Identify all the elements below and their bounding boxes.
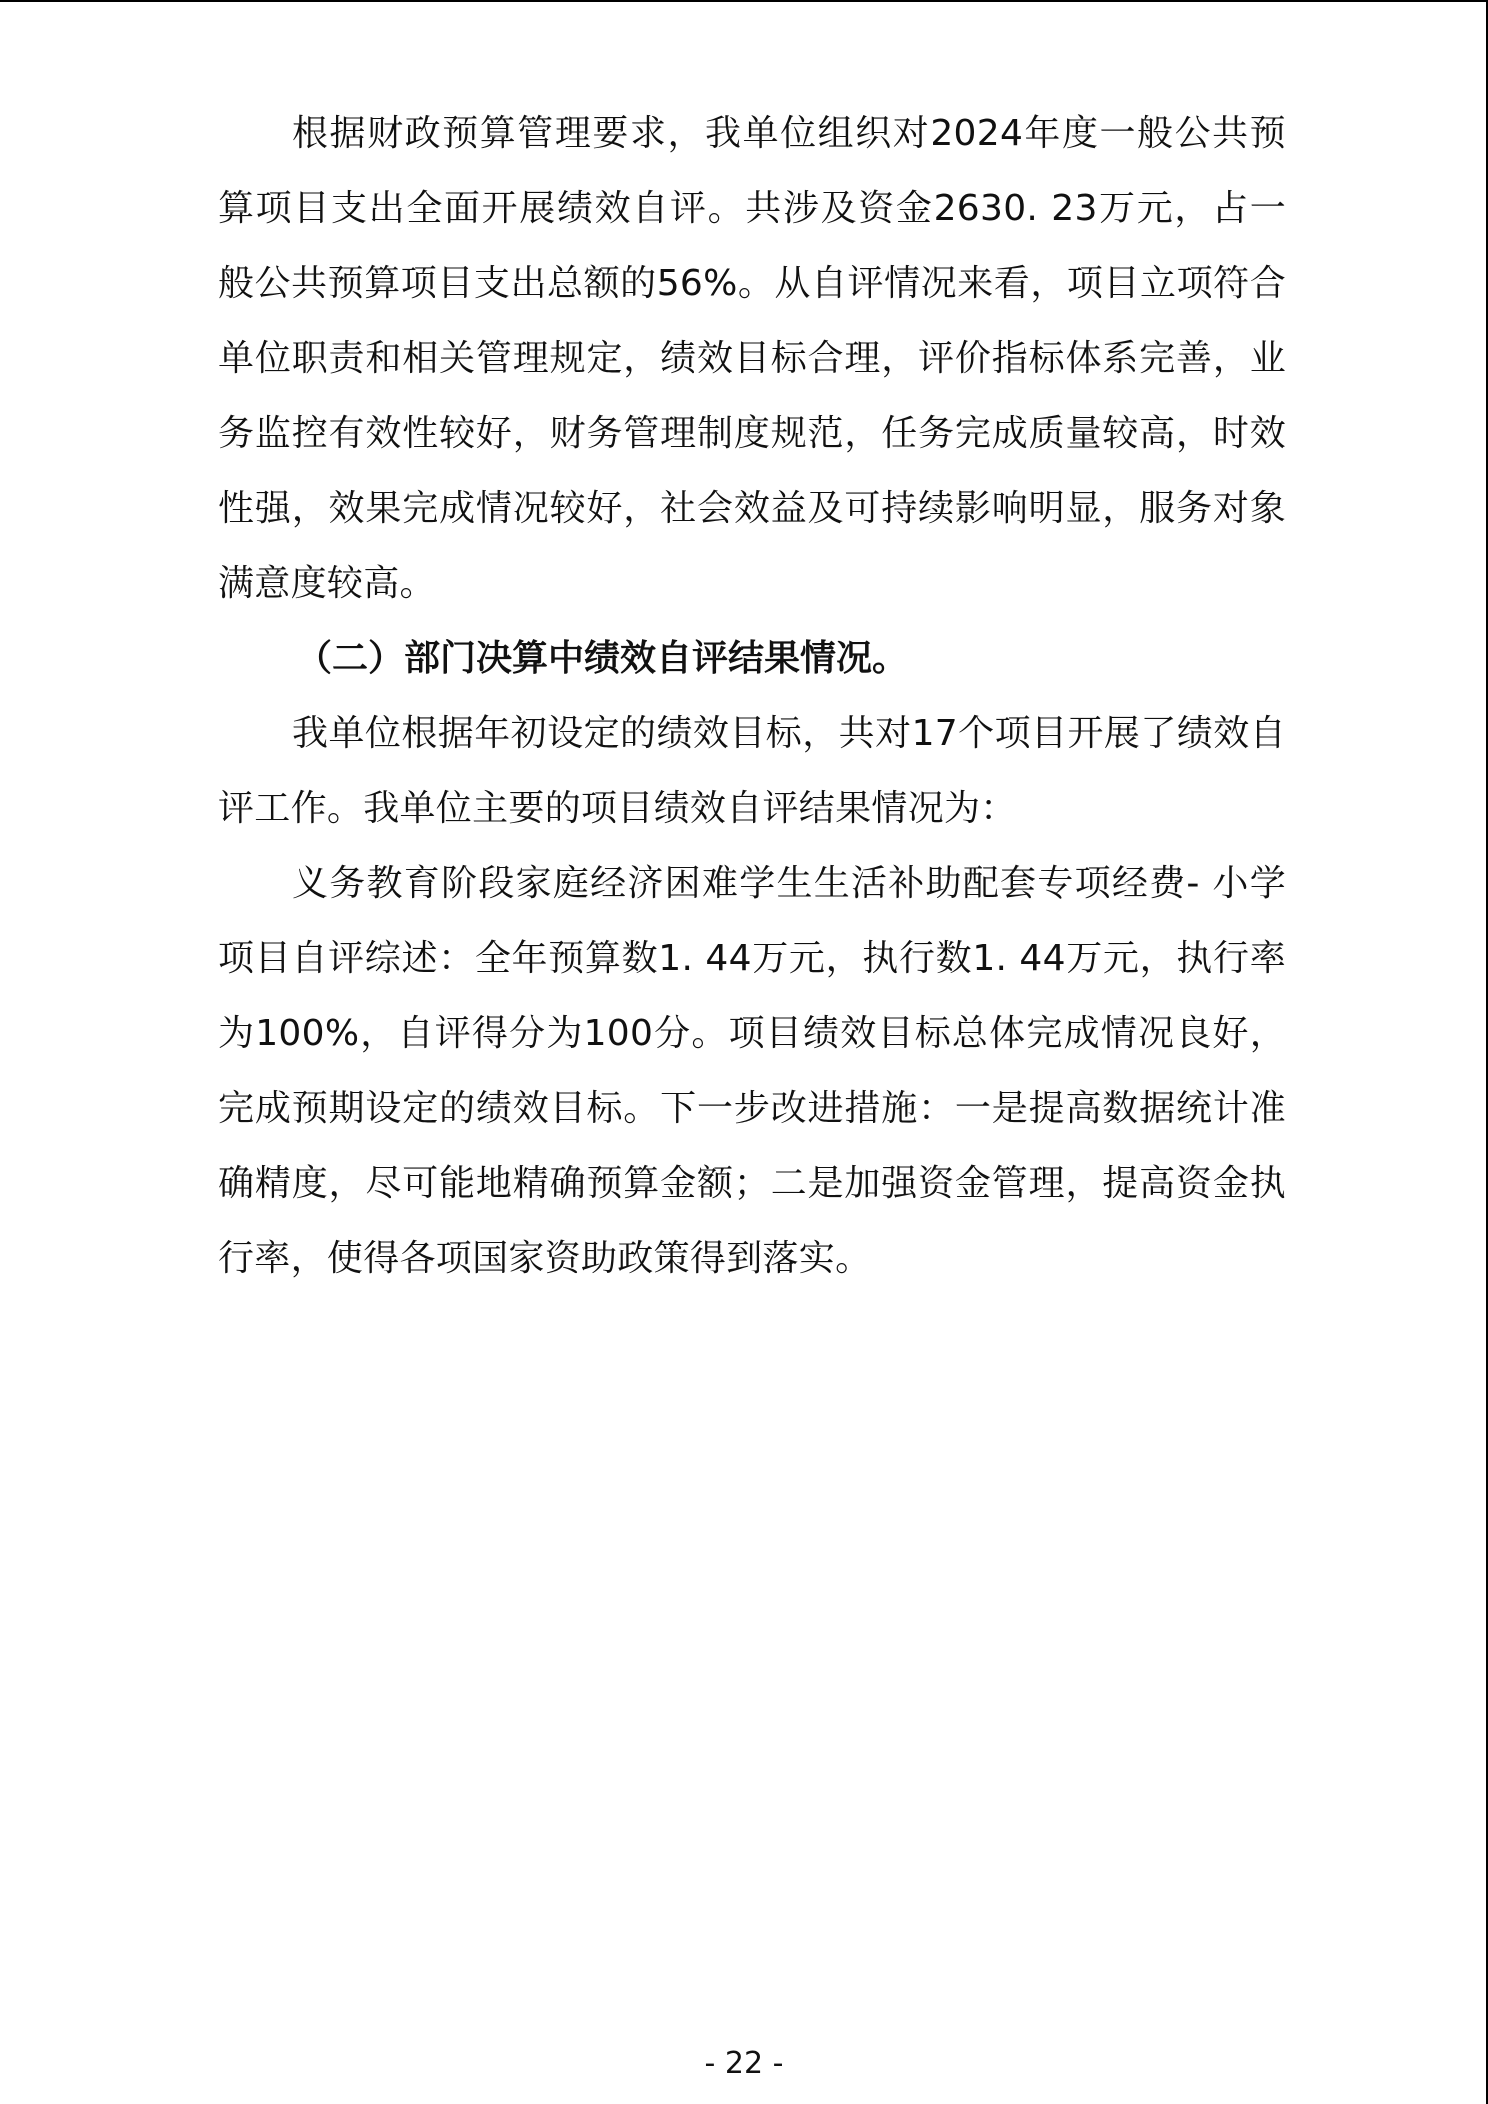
paragraph-project-summary: 义务教育阶段家庭经济困难学生生活补助配套专项经费- 小学项目自评综述：全年预算数1. 44万元，执行数1. 44万元，执行率为100%，自评得分为100分。项目绩效目标总体完成情况良好，完成预期设定的绩效目标。下一步改进措施：一是提高数据统计准确精度，尽可能地精确预算金额；二是加强资金管理，提高资金执行率，使得各项国家资助政策得到落实。 bbox=[218, 863, 1286, 1279]
paragraph-project-count: 我单位根据年初设定的绩效目标，共对17个项目开展了绩效自评工作。我单位主要的项目绩效自评结果情况为： bbox=[218, 713, 1286, 829]
document-body bbox=[218, 96, 1286, 1296]
paragraph-budget-self-evaluation: 根据财政预算管理要求，我单位组织对2024年度一般公共预算项目支出全面开展绩效自评。共涉及资金2630. 23万元，占一般公共预算项目支出总额的56%。从自评情况来看，项目立项符合单位职责和相关管理规定，绩效目标合理，评价指标体系完善，业务监控有效性较好，财务管理制度规范，任务完成质量较高，时效性强，效果完成情况较好，社会效益及可持续影响明显，服务对象满意度较高。 bbox=[218, 113, 1286, 604]
section-heading: （二）部门决算中绩效自评结果情况。 bbox=[296, 638, 909, 679]
page-number: - 22 - bbox=[704, 2046, 784, 2081]
